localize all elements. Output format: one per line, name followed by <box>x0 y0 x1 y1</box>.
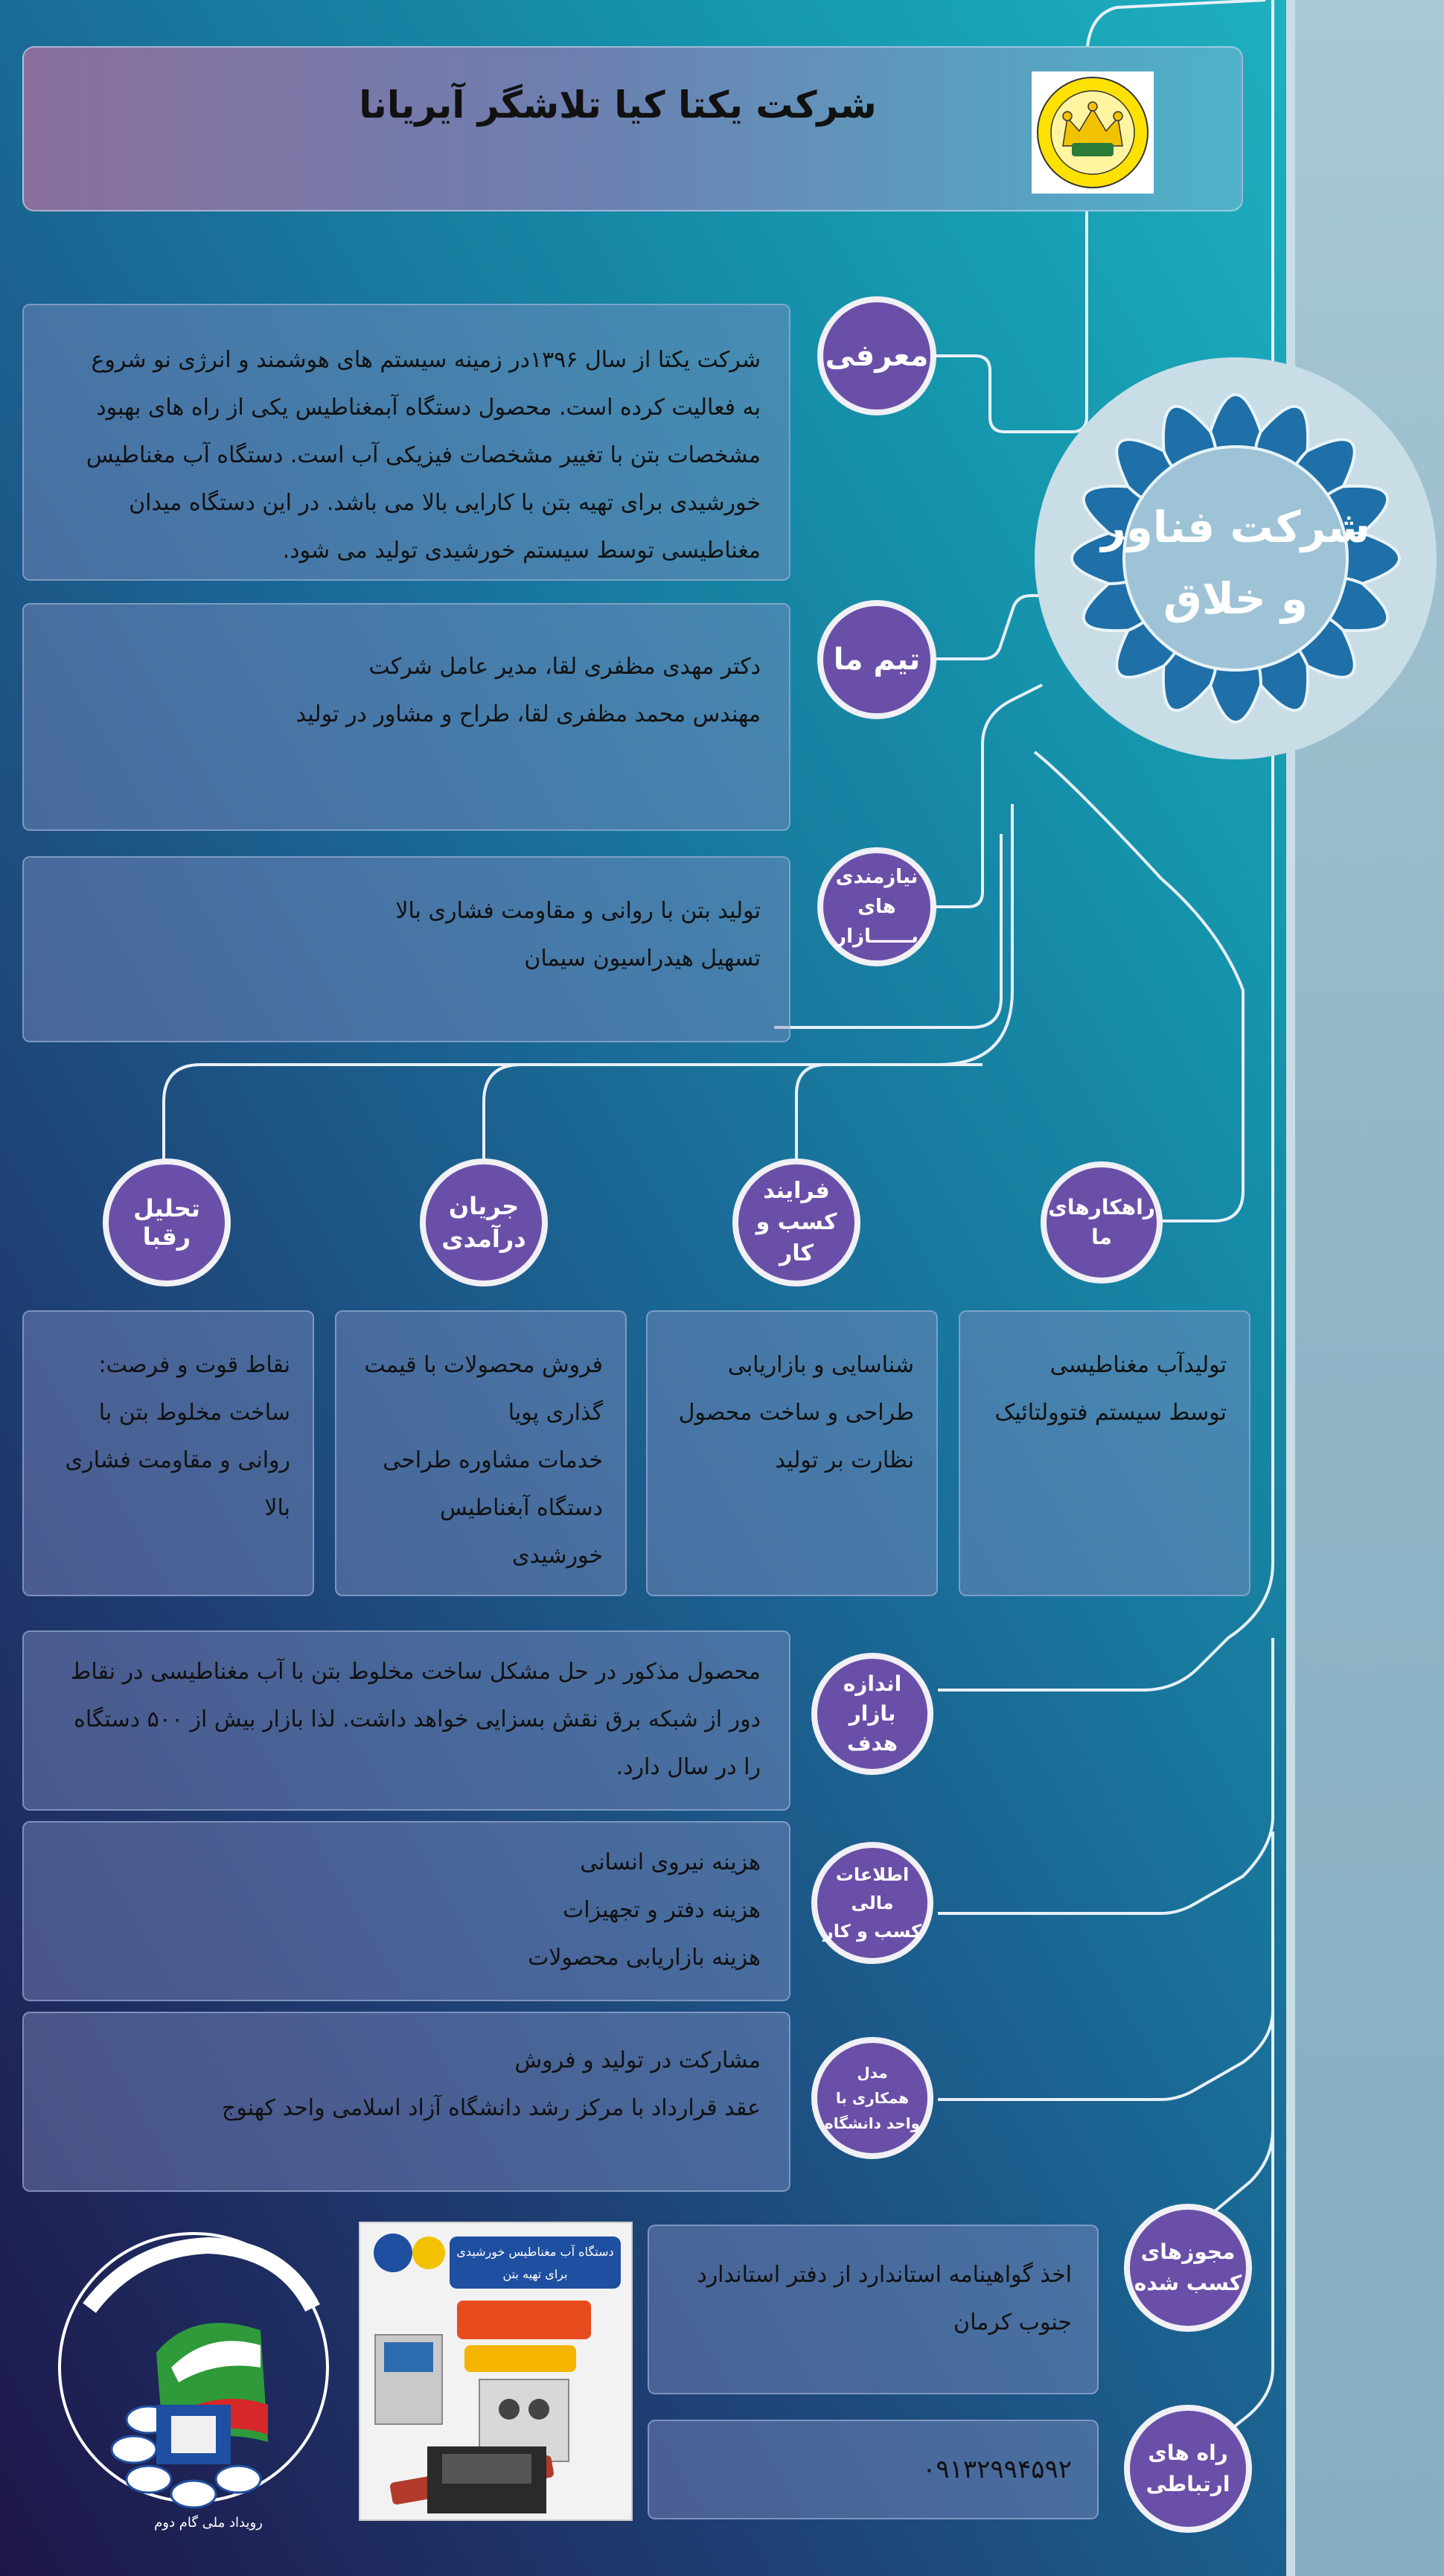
target-market-bubble <box>811 1653 933 1775</box>
intro-panel <box>22 304 790 581</box>
team-line: دکتر مهدی مظفری لقا، مدیر عامل شرکت <box>368 654 761 680</box>
intro-line: مشخصات بتن با تغییر مشخصات فیزیکی آب است. دستگاه آب مغناطیس <box>86 442 761 468</box>
financial-bubble <box>811 1842 933 1964</box>
competitors-line: نقاط قوت و فرصت: <box>98 1352 290 1378</box>
badge-text <box>1027 491 1444 634</box>
business-process-line: نظارت بر تولید <box>775 1447 914 1473</box>
badge-text-line1: شرکت فناور <box>1101 502 1370 552</box>
financial-line: هزینه بازاریابی محصولات <box>528 1945 761 1971</box>
cooperation-label-line1: مدل <box>857 2064 888 2082</box>
target-market-label-line2: هدف <box>846 1731 898 1756</box>
contact-bubble <box>1124 2405 1252 2533</box>
solutions-label-line2: ما <box>1091 1225 1112 1249</box>
business-process-line: طراحی و ساخت محصول <box>678 1400 914 1426</box>
market-needs-bubble <box>817 847 936 966</box>
licenses-label-line1: مجوزهای <box>1140 2239 1236 2264</box>
contact-label-line1: راه های <box>1148 2440 1228 2465</box>
target-market-line: دور از شبکه برق نقش بسزایی خواهد داشت. لذا بازار بیش از ۵۰۰ دستگاه <box>74 1706 761 1732</box>
financial-label-line2: کسب و کار <box>822 1921 922 1942</box>
contact-panel <box>648 2420 1099 2519</box>
market-needs-panel <box>22 856 790 1042</box>
financial-panel <box>22 1821 790 2001</box>
cooperation-line: مشارکت در تولید و فروش <box>514 2047 761 2073</box>
target-market-label-line1: اندازه بازار <box>843 1671 902 1726</box>
revenue-label-line2: درآمدی <box>441 1225 526 1253</box>
market-needs-line: تولید بتن با روانی و مقاومت فشاری بالا <box>395 898 761 924</box>
licenses-label-line2: کسب شده <box>1134 2271 1242 2295</box>
cooperation-bubble <box>811 2037 933 2159</box>
business-process-label-line2: کسب و کار <box>755 1209 837 1266</box>
product-poster <box>359 2222 633 2521</box>
licenses-panel <box>648 2225 1099 2394</box>
solutions-bubble <box>1041 1161 1163 1284</box>
revenue-line: خورشیدی <box>512 1543 603 1569</box>
revenue-line: دستگاه آبغناطیس <box>439 1495 603 1521</box>
intro-line: خورشیدی برای تهیه بتن با کارایی بالا می باشد. در این دستگاه میدان <box>129 490 761 516</box>
licenses-line: اخذ گواهینامه استاندارد از دفتر استاندارد <box>697 2262 1072 2288</box>
financial-label-line1: اطلاعات مالی <box>835 1864 910 1913</box>
team-label: تیم ما <box>833 643 921 677</box>
financial-line: هزینه نیروی انسانی <box>580 1849 761 1875</box>
badge-text-line2: و خلاق <box>1163 573 1308 624</box>
business-process-panel <box>646 1310 938 1596</box>
licenses-line: جنوب کرمان <box>953 2309 1072 2336</box>
competitors-panel <box>22 1310 314 1596</box>
intro-line: مغناطیسی توسط سیستم خورشیدی تولید می شود. <box>282 538 761 564</box>
intro-bubble <box>817 296 936 415</box>
poster-title-line1: دستگاه آب مغناطیس خورشیدی <box>456 2245 614 2259</box>
financial-line: هزینه دفتر و تجهیزات <box>563 1897 761 1923</box>
contact-phone: ۰۹۱۳۲۹۹۴۵۹۲ <box>922 2455 1072 2484</box>
business-process-line: شناسایی و بازاریابی <box>727 1352 914 1378</box>
revenue-bubble <box>420 1158 548 1287</box>
competitors-line: ساخت مخلوط بتن با <box>98 1400 290 1426</box>
university-caption: رویداد ملی گام دوم <box>154 2515 263 2531</box>
market-needs-label-line1: نیازمندی های <box>835 866 919 918</box>
intro-line: به فعالیت کرده است. محصول دستگاه آبمغناطیس یکی از راه های بهبود <box>96 395 761 421</box>
team-panel <box>22 603 790 831</box>
competitors-label: تحلیل رقبا <box>133 1194 200 1251</box>
revenue-label-line1: جریان <box>448 1192 520 1220</box>
solutions-label-line1: راهکارهای <box>1048 1195 1155 1220</box>
revenue-panel <box>335 1310 627 1596</box>
cooperation-line: عقد قرارداد با مرکز رشد دانشگاه آزاد اسلامی واحد کهنوج <box>221 2095 761 2121</box>
competitors-bubble <box>103 1158 231 1287</box>
solutions-panel <box>959 1310 1250 1596</box>
team-bubble <box>817 600 936 719</box>
target-market-panel <box>22 1630 790 1811</box>
target-market-line: محصول مذکور در حل مشکل ساخت مخلوط بتن با آب مغناطیسی در نقاط <box>70 1659 761 1685</box>
solutions-line: توسط سیستم فتوولتائیک <box>994 1400 1227 1426</box>
competitors-line: بالا <box>264 1495 290 1521</box>
revenue-line: گذاری پویا <box>508 1400 603 1426</box>
intro-label: معرفی <box>825 339 929 373</box>
cooperation-label-line3: واحد دانشگاه <box>824 2114 921 2132</box>
team-line: مهندس محمد مظفری لقا، طراح و مشاور در تولید <box>295 701 761 727</box>
cooperation-panel <box>22 2012 790 2192</box>
cooperation-label-line2: همکاری با <box>835 2089 910 2107</box>
market-needs-line: تسهیل هیدراسیون سیمان <box>524 946 761 972</box>
company-title: شرکت یکتا کیا تلاشگر آیریانا <box>359 83 877 127</box>
university-logo <box>45 2219 342 2546</box>
company-logo <box>1032 71 1154 194</box>
solutions-line: تولیدآب مغناطیسی <box>1050 1352 1227 1378</box>
revenue-line: خدمات مشاوره طراحی <box>383 1447 603 1473</box>
revenue-line: فروش محصولات با قیمت <box>364 1352 603 1378</box>
target-market-line: را در سال دارد. <box>616 1754 761 1780</box>
licenses-bubble <box>1124 2204 1252 2332</box>
competitors-line: روانی و مقاومت فشاری <box>65 1447 290 1473</box>
business-process-label-line1: فرایند <box>763 1178 830 1204</box>
intro-line: شرکت یکتا از سال ۱۳۹۶در زمینه سیستم های هوشمند و انرژی نو شروع <box>91 347 761 373</box>
market-needs-label-line2: بــــــازار <box>835 925 919 948</box>
contact-label-line2: ارتباطی <box>1146 2472 1230 2496</box>
poster-title-line2: برای تهیه بتن <box>502 2267 568 2281</box>
business-process-bubble <box>732 1158 860 1287</box>
